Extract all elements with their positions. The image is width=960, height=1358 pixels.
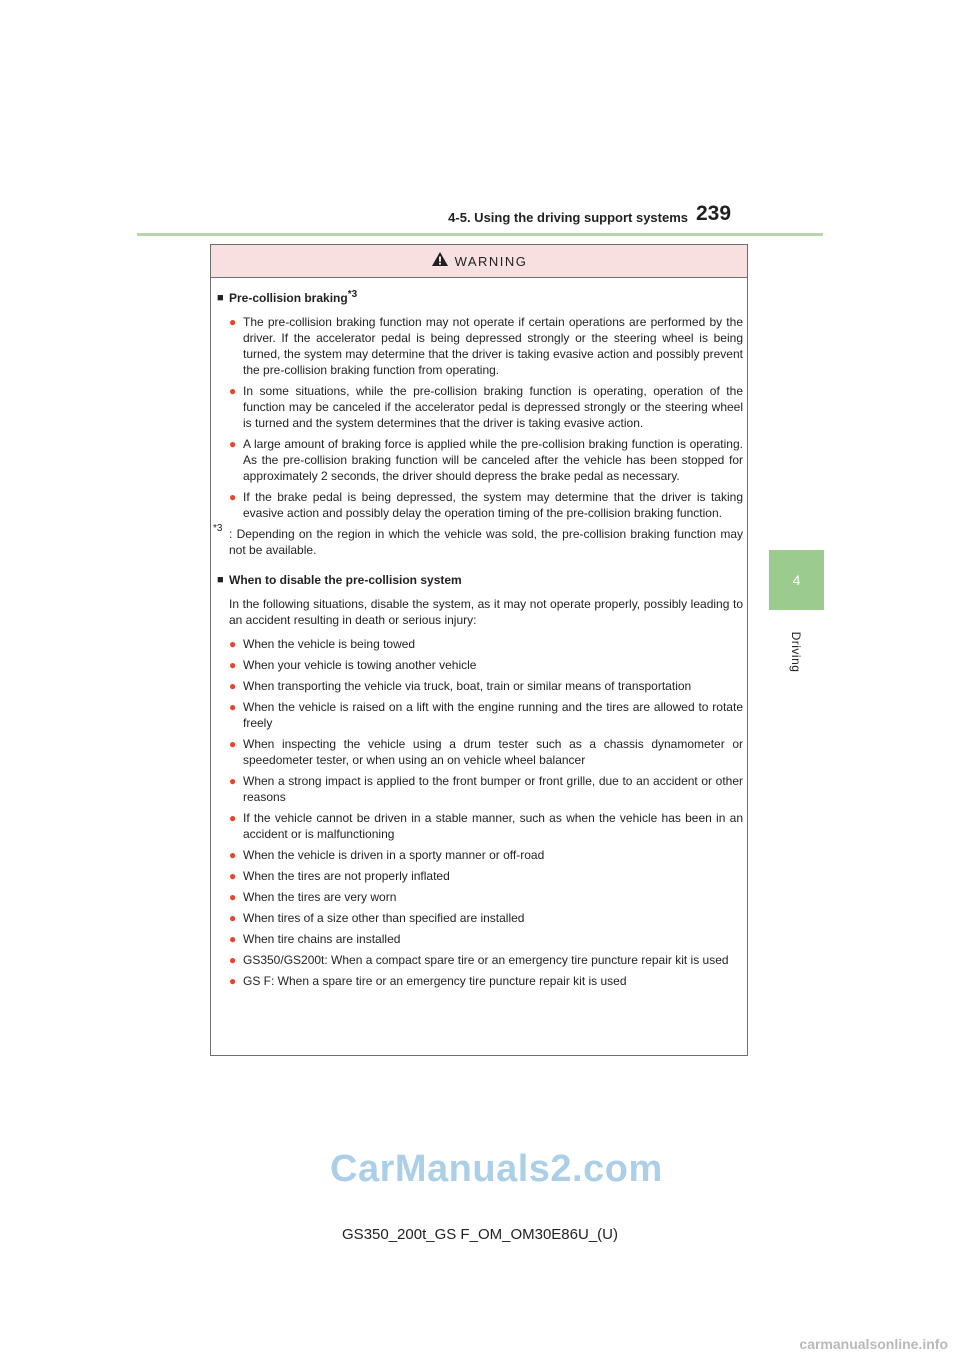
list-item: ● A large amount of braking force is applied while the pre-collision braking function is operating. As the pre-collision braking function will be canceled after the vehicle has been stopped for approximately 2 seconds, the driver should depress the brake pedal as necessary.: [229, 437, 743, 483]
bullet-dot-icon: ●: [229, 848, 237, 862]
bullet-dot-icon: ●: [229, 658, 237, 672]
warning-header: [211, 245, 747, 278]
section-title: 4-5. Using the driving support systems: [448, 210, 688, 225]
list-item: ● When the tires are not properly inflated: [229, 869, 450, 883]
list-item: ● When your vehicle is towing another vehicle: [229, 658, 477, 672]
list-item: ● The pre-collision braking function may not operate if certain operations are performed by the driver. If the accelerator pedal is being depressed strongly or the steering wheel is being turned, the system may determine that the driver is taking evasive action and possibly prevent the pre-collision braking function from operating.: [229, 315, 743, 377]
section-intro: In the following situations, disable the system, as it may not operate properly, possibly leading to an accident resulting in death or serious injury:: [229, 597, 743, 627]
list-item: ● When tires of a size other than specified are installed: [229, 911, 525, 925]
warning-body: [211, 278, 747, 989]
list-item: ● When the vehicle is raised on a lift with the engine running and the tires are allowed to rotate freely: [229, 700, 743, 730]
square-bullet-icon: ■: [217, 574, 224, 586]
list-item: ● In some situations, while the pre-collision braking function is operating, operation of the function may be canceled if the accelerator pedal is depressed strongly or the steering wheel is turned and the system determines that the driver is taking evasive action.: [229, 384, 743, 430]
bullet-dot-icon: ●: [229, 890, 237, 904]
warning-title: WARNING: [454, 253, 528, 269]
list-item: ● When inspecting the vehicle using a drum tester such as a chassis dynamometer or speedometer tester, or when using an on vehicle wheel balancer: [229, 737, 743, 767]
bullet-dot-icon: ●: [229, 437, 237, 451]
chapter-label: Driving: [789, 631, 803, 673]
bullet-dot-icon: ●: [229, 384, 237, 398]
bullet-dot-icon: ●: [229, 974, 237, 988]
bullet-dot-icon: ●: [229, 774, 237, 788]
square-bullet-icon: ■: [217, 292, 224, 304]
bottom-watermark: carmanualsonline.info: [799, 1336, 948, 1352]
list-item: ● GS F: When a spare tire or an emergency tire puncture repair kit is used: [229, 974, 627, 988]
chapter-tab: [769, 550, 824, 610]
section-heading-pre-collision-braking: ■ Pre-collision braking$^{*3}$: [217, 289, 358, 305]
bullet-dot-icon: ●: [229, 679, 237, 693]
list-item: ● When the vehicle is being towed: [229, 637, 416, 651]
bullet-dot-icon: ●: [229, 490, 237, 504]
section-heading-disable-system: ■ When to disable the pre-collision system: [217, 573, 462, 587]
bullet-dot-icon: ●: [229, 811, 237, 825]
document-code: GS350_200t_GS F_OM_OM30E86U_(U): [342, 1226, 618, 1243]
list-item: ● GS350/GS200t: When a compact spare tire or an emergency tire puncture repair kit is used: [229, 953, 729, 967]
list-item: ● If the brake pedal is being depressed, the system may determine that the driver is taking evasive action and possibly delay the operation timing of the pre-collision braking function.: [229, 490, 743, 520]
bullet-dot-icon: ●: [229, 869, 237, 883]
list-item: ● When the tires are very worn: [229, 890, 397, 904]
page-number: 239: [696, 202, 732, 225]
bullet-dot-icon: ●: [229, 932, 237, 946]
watermark-logo: CarManuals2.com: [330, 1148, 663, 1190]
bullet-dot-icon: ●: [229, 911, 237, 925]
warning-triangle-icon: [431, 251, 449, 272]
list-item: ● When the vehicle is driven in a sporty manner or off-road: [229, 848, 545, 862]
list-item: ● When tire chains are installed: [229, 932, 401, 946]
chapter-number: 4: [792, 572, 801, 588]
warning-box: [210, 244, 748, 1056]
list-item: ● When a strong impact is applied to the front bumper or front grille, due to an accident or other reasons: [229, 774, 743, 804]
bullet-dot-icon: ●: [229, 315, 237, 329]
list-item: ● When transporting the vehicle via truck, boat, train or similar means of transportation: [229, 679, 692, 693]
bullet-dot-icon: ●: [229, 737, 237, 751]
bullet-dot-icon: ●: [229, 700, 237, 714]
footnote-mark: *3: [213, 523, 223, 534]
footnote: $^{*3}$ : Depending on the region in which the vehicle was sold, the pre-collision braking function may not be available.: [213, 523, 743, 557]
header-divider: [137, 233, 823, 236]
bullet-dot-icon: ●: [229, 953, 237, 967]
list-item: ● If the vehicle cannot be driven in a stable manner, such as when the vehicle has been in an accident or is malfunctioning: [229, 811, 743, 841]
bullet-dot-icon: ●: [229, 637, 237, 651]
